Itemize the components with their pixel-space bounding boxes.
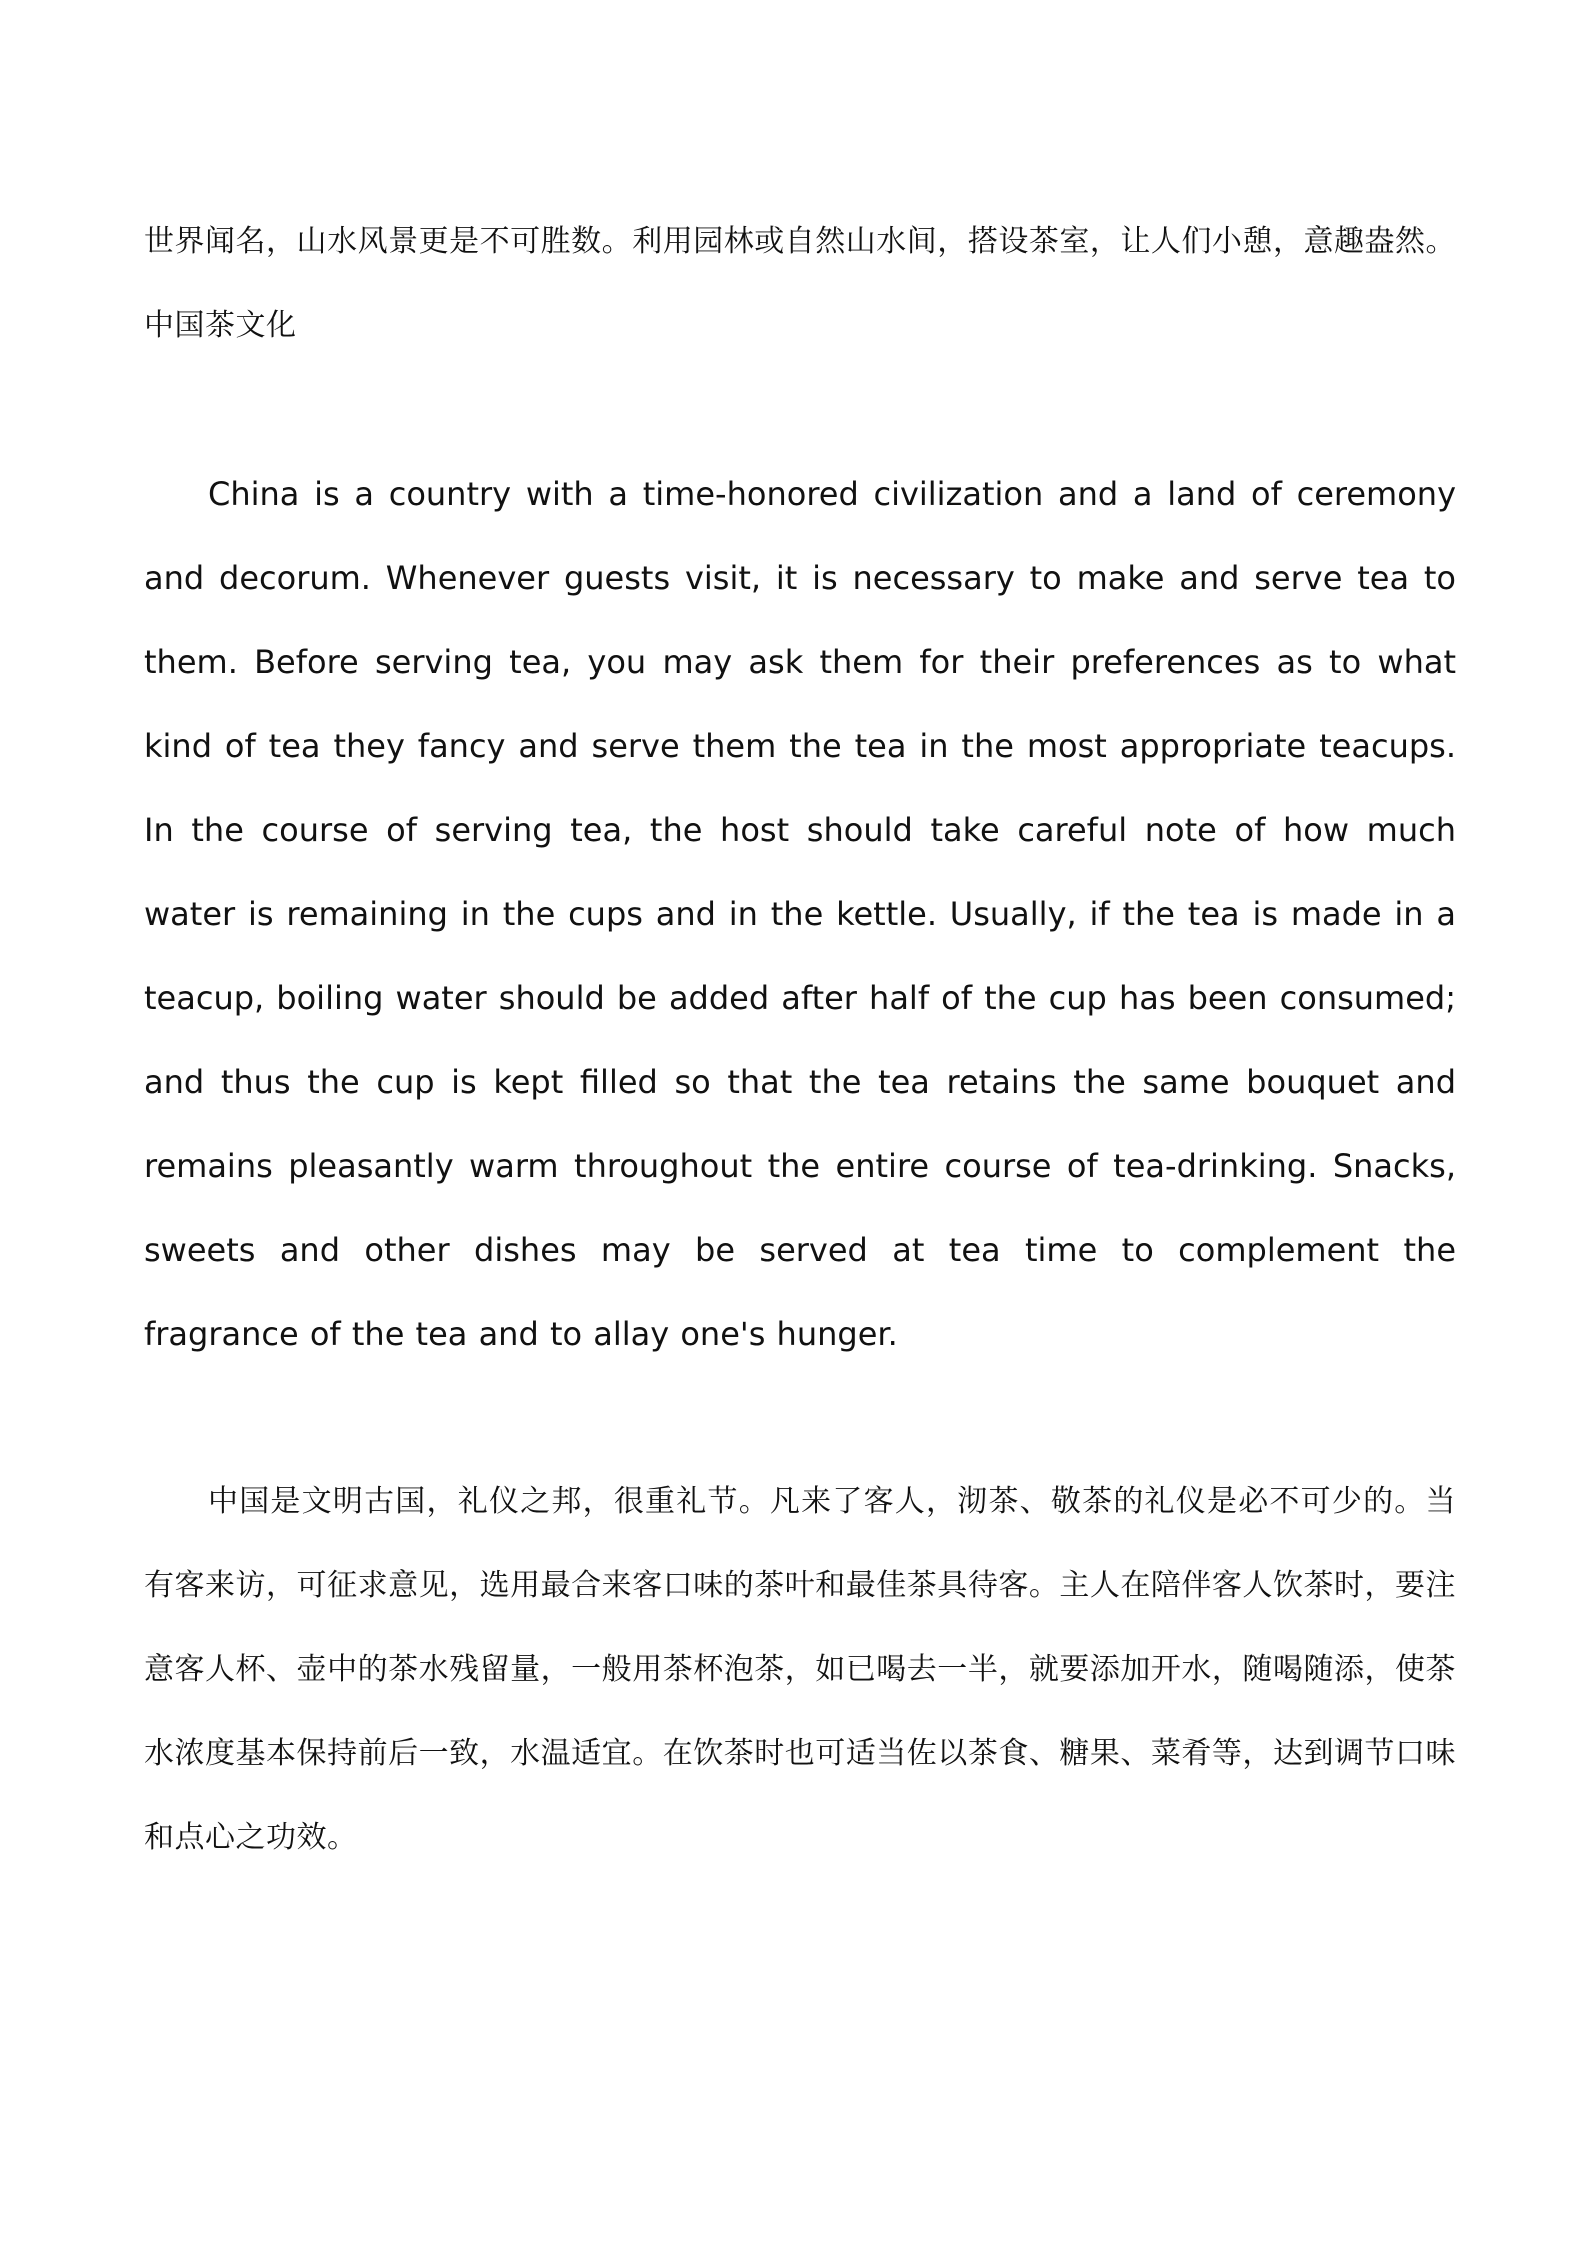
paragraph-chinese-tea-etiquette: 中国是文明古国，礼仪之邦，很重礼节。凡来了客人，沏茶、敬茶的礼仪是必不可少的。当有客来访，可征求意见，选用最合来客口味的茶叶和最佳茶具待客。主人在陪伴客人饮茶时，要注意客人杯、壶中的茶水残留量，一般用茶杯泡茶，如已喝去一半，就要添加开水，随喝随添，使茶水浓度基本保持前后一致，水温适宜。在饮茶时也可适当佐以茶食、糖果、菜肴等，达到调节口味和点心之功效。 <box>144 1484 1456 1855</box>
document-body <box>144 200 1456 1880</box>
paragraph-chinese-continuation: 世界闻名，山水风景更是不可胜数。利用园林或自然山水间，搭设茶室，让人们小憩，意趣盎然。中国茶文化 <box>144 224 1456 343</box>
paragraph-english-tea-etiquette: China is a country with a time-honored civilization and a land of ceremony and decorum. Whenever guests visit, it is necessary to make and serve tea to them. Before serving tea, you may ask them for their preferences as to what kind of tea they fancy and serve them the tea in the most appropriate teacups. In the course of serving tea, the host should take careful note of how much water is remaining in the cups and in the kettle. Usually, if the tea is made in a teacup, boiling water should be added after half of the cup has been consumed; and thus the cup is kept filled so that the tea retains the same bouquet and remains pleasantly warm throughout the entire course of tea-drinking. Snacks, sweets and other dishes may be served at tea time to complement the fragrance of the tea and to allay one's hunger. <box>144 475 1456 1353</box>
